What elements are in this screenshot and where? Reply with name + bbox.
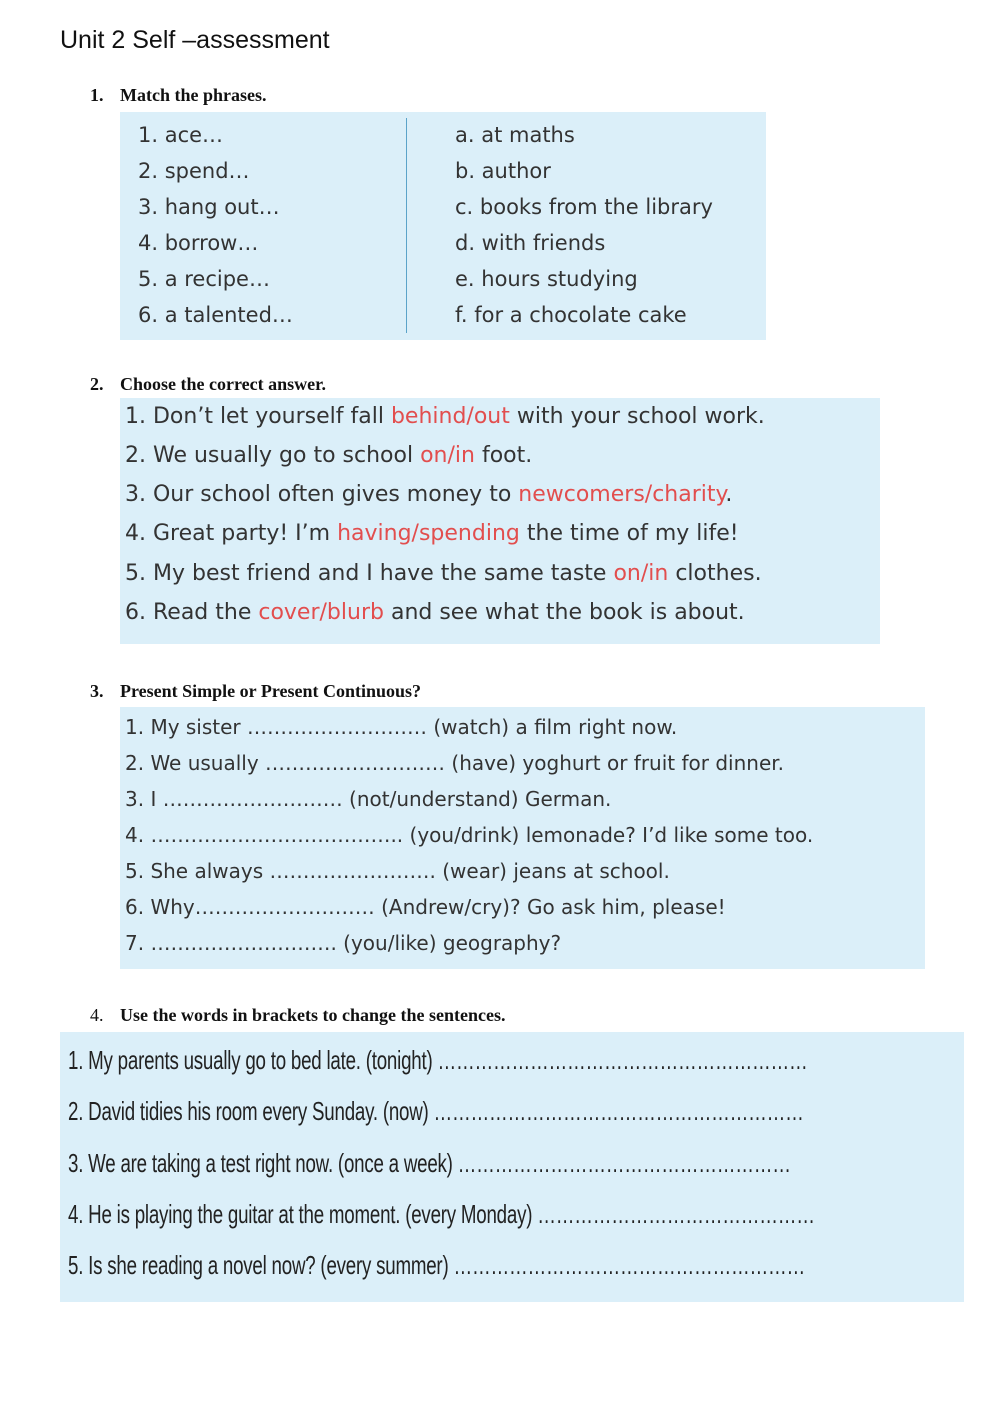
q2-item [125,443,532,468]
q1-number: 1. [90,85,104,105]
q2-option[interactable]: on/in [613,561,669,586]
q1-left-item: 2. spend… [138,159,250,183]
q3-item: 4. ……………………………….. (you/drink) lemonade? I’d like some too. [125,823,814,847]
q1-heading [90,85,267,106]
q2-item [125,521,739,546]
q1-left-item: 4. borrow… [138,231,259,255]
q2-item-text: 1. Don’t let yourself fall [125,404,391,429]
page-title: Unit 2 Self –assessment [60,26,330,54]
q1-right-item: d. with friends [455,231,606,255]
q3-heading [90,681,421,702]
q2-option[interactable]: newcomers/charity [518,482,726,507]
q4-number: 4. [90,1005,104,1025]
q2-item-text: clothes. [668,561,762,586]
q3-item: 1. My sister ……………………… (watch) a film right now. [125,715,678,739]
q3-number: 3. [90,681,104,701]
q1-right-item: c. books from the library [455,195,713,219]
q3-item: 2. We usually ……………………… (have) yoghurt or fruit for dinner. [125,751,784,775]
q2-item-text: foot. [474,443,533,468]
q2-item [125,561,762,586]
q2-item [125,482,732,507]
q2-item-text: 3. Our school often gives money to [125,482,519,507]
q4-item: 3. We are taking a test right now. (once a week) ……………………………………………… [68,1148,791,1178]
q2-item-text: 2. We usually go to school [125,443,421,468]
q2-option[interactable]: having/spending [337,521,520,546]
q2-item [125,600,745,625]
q1-left-item: 3. hang out… [138,195,280,219]
q4-item: 4. He is playing the guitar at the moment. (every Monday) ……………………………………… [68,1199,815,1229]
q3-item: 3. I ……………………… (not/understand) German. [125,787,612,811]
q3-item: 7. ………………………. (you/like) geography? [125,931,562,955]
q4-item: 1. My parents usually go to bed late. (tonight) …………………………………………………… [68,1045,808,1075]
q2-item-text: with your school work. [509,404,765,429]
q2-option[interactable]: cover/blurb [258,600,384,625]
q2-item-text: 5. My best friend and I have the same taste [125,561,614,586]
q4-heading [90,1005,505,1026]
q1-right-item: f. for a chocolate cake [455,303,687,327]
q2-option[interactable]: on/in [420,443,475,468]
q3-item: 5. She always ……………………. (wear) jeans at school. [125,859,670,883]
q2-item-text: the time of my life! [519,521,739,546]
q1-heading-text: Match the phrases. [120,85,267,105]
q1-right-item: e. hours studying [455,267,638,291]
q2-heading [90,374,326,395]
q1-right-item: a. at maths [455,123,575,147]
q1-divider [406,118,407,333]
q2-item-text: . [725,482,733,507]
q2-item [125,404,765,429]
q3-item: 6. Why……………………… (Andrew/cry)? Go ask him, please! [125,895,726,919]
q1-left-item: 1. ace… [138,123,224,147]
q2-heading-text: Choose the correct answer. [120,374,326,394]
q1-left-item: 5. a recipe… [138,267,270,291]
q2-item-text: 6. Read the [125,600,259,625]
q4-heading-text: Use the words in brackets to change the sentences. [120,1005,506,1025]
q1-left-item: 6. a talented… [138,303,293,327]
q4-item: 2. David tidies his room every Sunday. (now) …………………………………………………… [68,1096,804,1126]
q2-option[interactable]: behind/out [390,404,510,429]
q3-heading-text: Present Simple or Present Continuous? [120,681,422,701]
q2-number: 2. [90,374,104,394]
q4-item: 5. Is she reading a novel now? (every summer) ………………………………………………… [68,1250,806,1280]
q2-item-text: and see what the book is about. [383,600,745,625]
q1-right-item: b. author [455,159,551,183]
q2-item-text: 4. Great party! I’m [125,521,338,546]
